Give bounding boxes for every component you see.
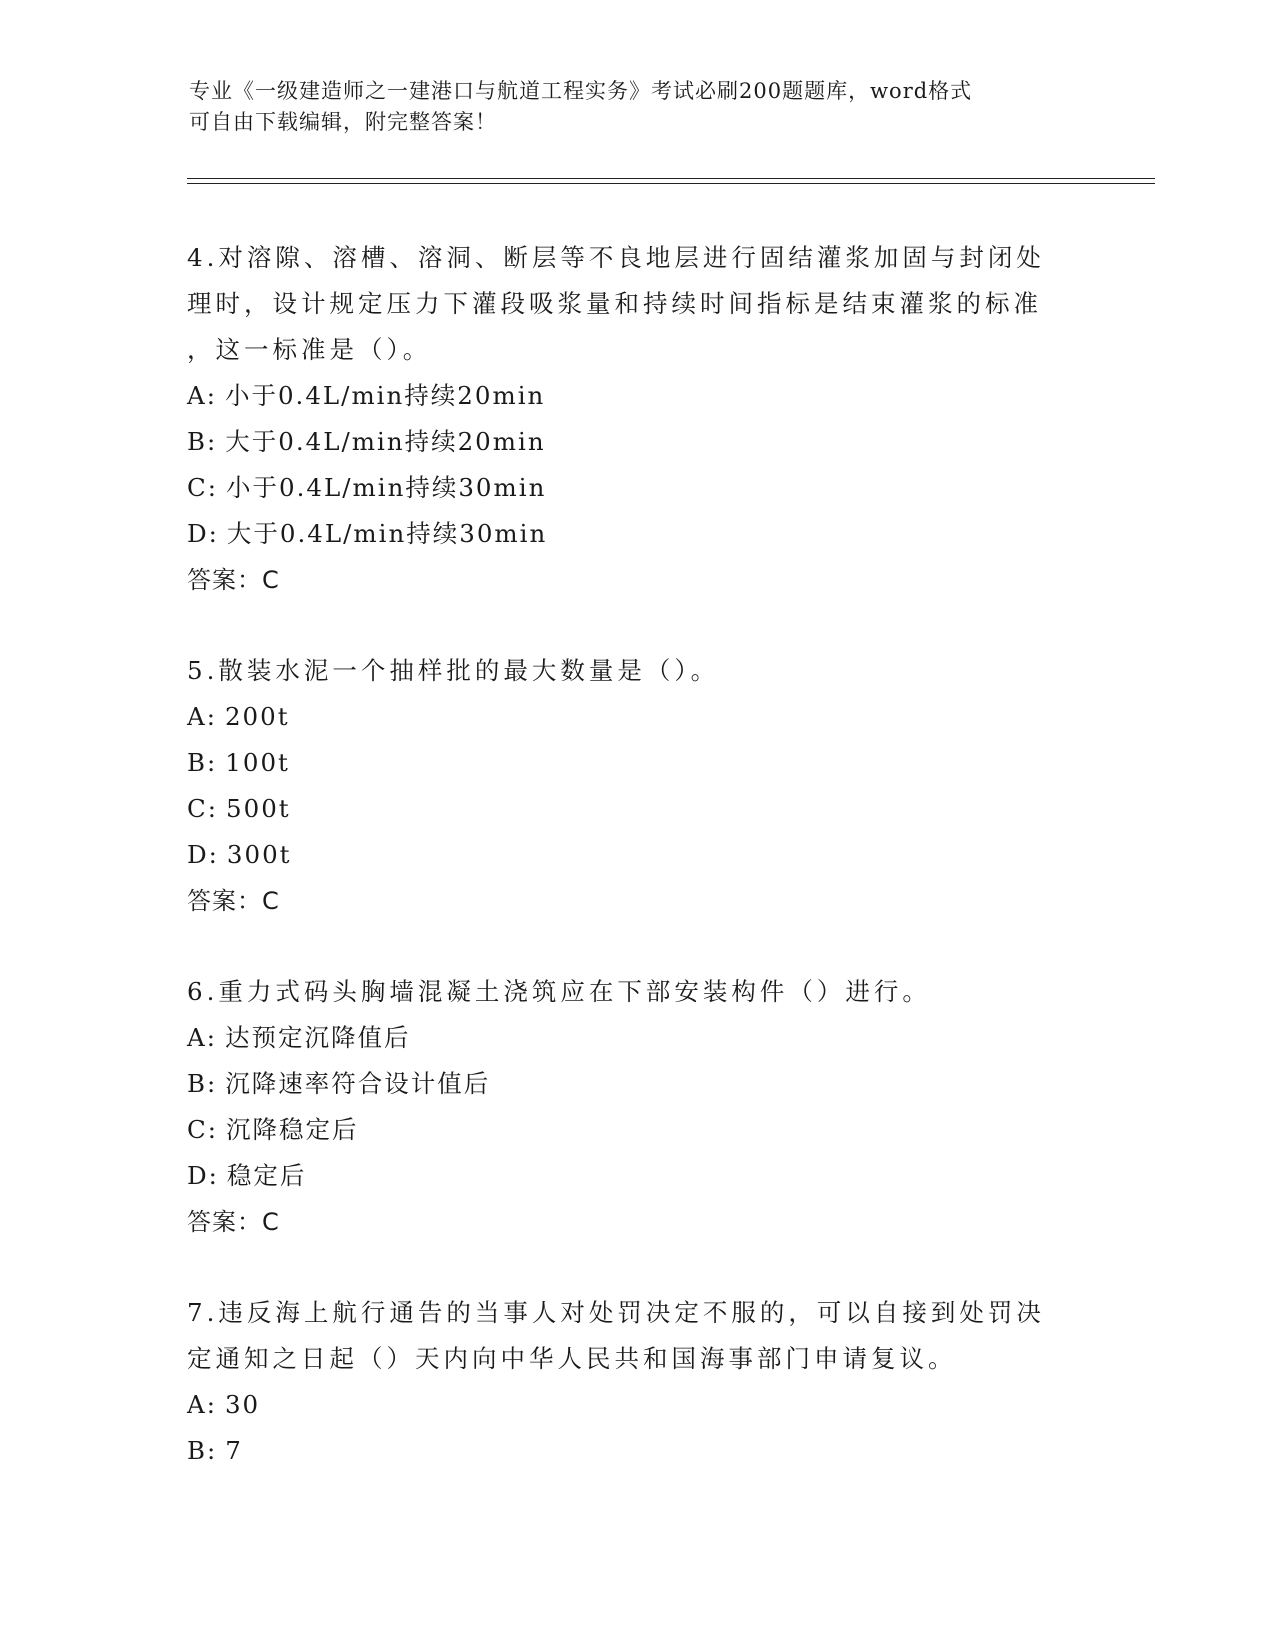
option-key: B: [187,427,218,456]
option-a [187,694,1067,740]
option-key: A: [187,702,217,731]
option-text: 大于0.4L/min持续30min [226,519,548,548]
question-list [187,235,1067,1519]
option-text: 沉降速率符合设计值后 [225,1069,491,1098]
question-stem [187,969,1067,1015]
option-text: 小于0.4L/min持续20min [224,381,546,410]
option-key: A: [187,381,217,410]
question-stem-line: 6.重力式码头胸墙混凝土浇筑应在下部安装构件（）进行。 [187,977,931,1006]
option-text: 500t [226,794,291,823]
header-divider-top [187,178,1155,179]
option-key: D: [187,840,219,869]
option-key: C: [187,1115,219,1144]
option-key: C: [187,473,219,502]
question-stem-line: ，这一标准是（）。 [187,335,432,364]
option-key: D: [187,1161,219,1190]
question-stem [187,235,1067,373]
answer-line: 答案：C [187,887,280,915]
option-text: 7 [225,1436,243,1465]
question-stem [187,1290,1067,1382]
question-stem-line: 4.对溶隙、溶槽、溶洞、断层等不良地层进行固结灌浆加固与封闭处 [187,243,1045,272]
option-text: 沉降稳定后 [226,1115,359,1144]
option-a [187,1382,1067,1428]
question-item [187,648,1067,924]
answer-line: 答案：C [187,1208,280,1236]
option-text: 100t [225,748,290,777]
answer-line: 答案：C [187,566,280,594]
option-c [187,786,1067,832]
header-subtitle-line: 可自由下载编辑，附完整答案！ [189,110,497,134]
option-d [187,1153,1067,1199]
option-key: A: [187,1023,217,1052]
option-text: 30 [224,1390,261,1419]
option-text: 200t [224,702,290,731]
question-stem-line: 7.违反海上航行通告的当事人对处罚决定不服的，可以自接到处罚决 [187,1298,1045,1327]
option-d [187,832,1067,878]
option-b [187,1061,1067,1107]
option-a [187,1015,1067,1061]
option-a [187,373,1067,419]
option-c [187,465,1067,511]
option-text: 达预定沉降值后 [224,1023,411,1052]
option-c [187,1107,1067,1153]
option-b [187,419,1067,465]
question-item [187,1290,1067,1474]
option-text: 大于0.4L/min持续20min [225,427,546,456]
option-text: 小于0.4L/min持续30min [226,473,547,502]
option-key: A: [187,1390,217,1419]
header-divider-bottom [187,183,1155,184]
option-key: B: [187,1069,218,1098]
question-item [187,235,1067,603]
header-title-line: 专业《一级建造师之一建港口与航道工程实务》考试必刷200题题库，word格式 [189,79,973,103]
option-key: D: [187,519,219,548]
question-stem-line: 5.散装水泥一个抽样批的最大数量是（）。 [187,656,720,685]
question-stem-line: 理时，设计规定压力下灌段吸浆量和持续时间指标是结束灌浆的标准 [187,289,1042,318]
option-d [187,511,1067,557]
question-stem-line: 定通知之日起（）天内向中华人民共和国海事部门申请复议。 [187,1344,957,1373]
option-text: 300t [226,840,292,869]
option-key: C: [187,794,219,823]
option-key: B: [187,1436,218,1465]
option-text: 稳定后 [226,1161,307,1190]
question-item [187,969,1067,1245]
option-b [187,740,1067,786]
option-b [187,1428,1067,1474]
question-stem [187,648,1067,694]
document-header [189,76,1069,138]
option-key: B: [187,748,218,777]
